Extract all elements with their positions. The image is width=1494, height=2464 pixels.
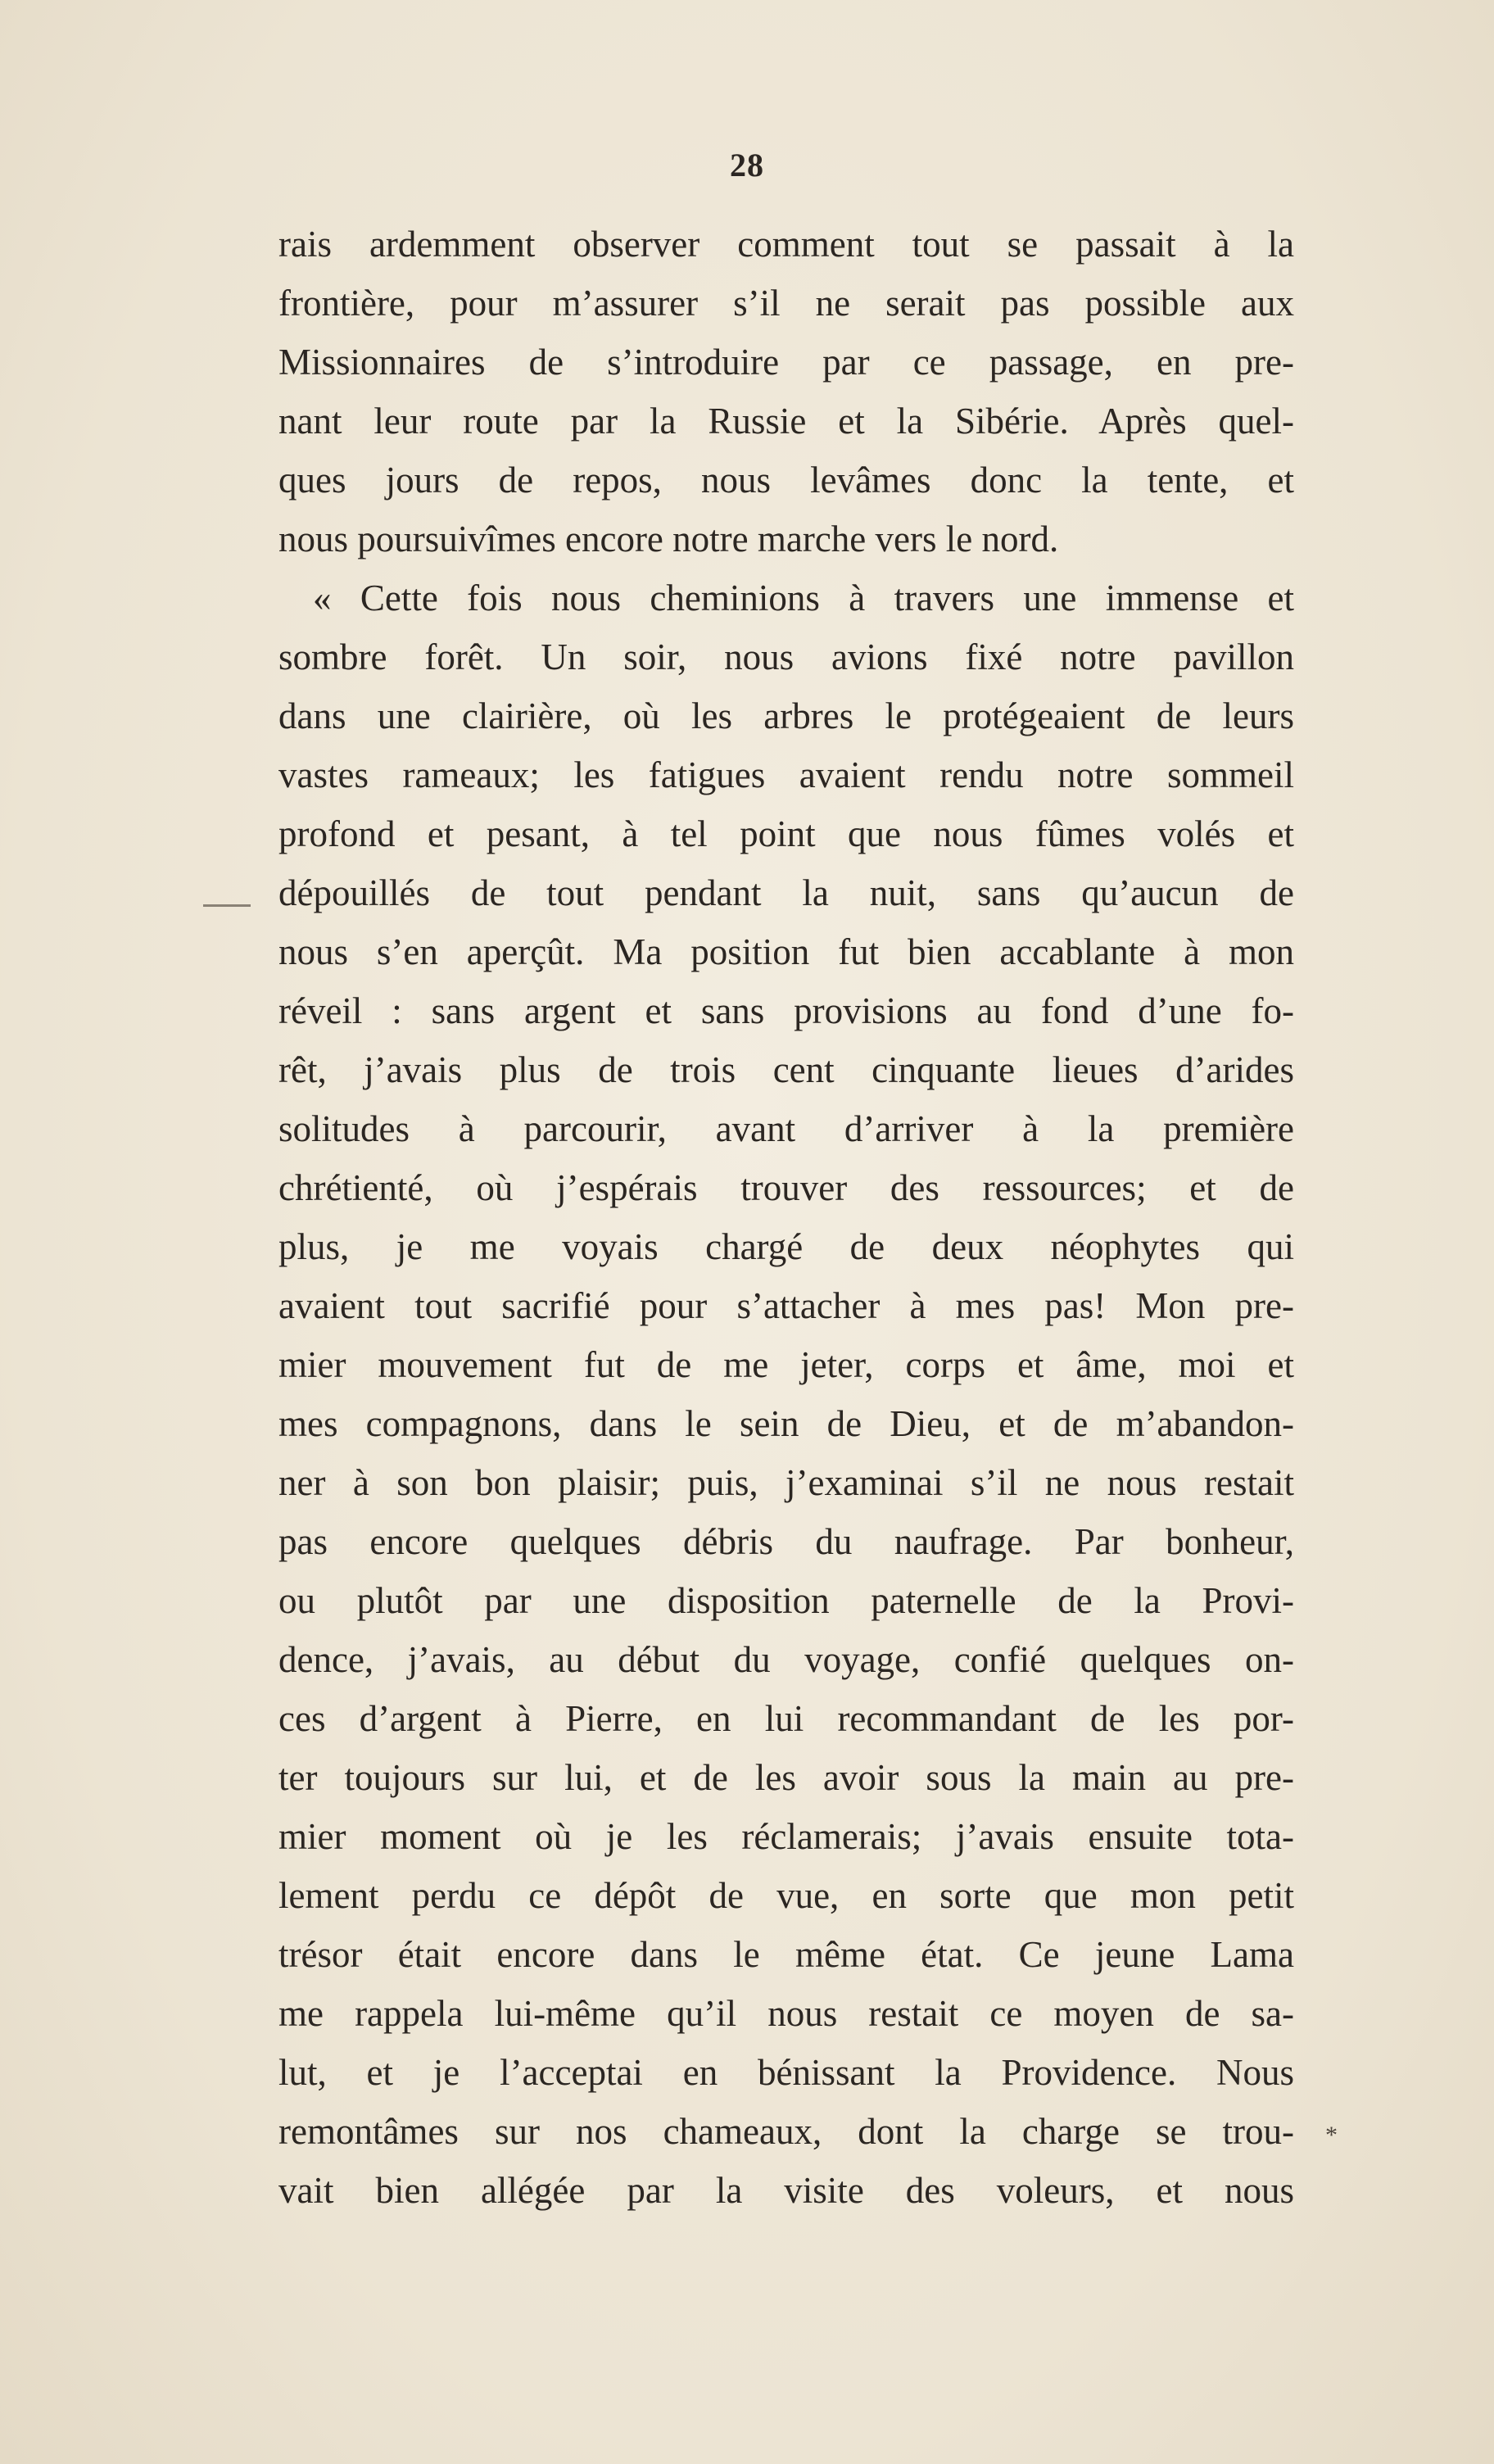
text-line: pas encore quelques débris du naufrage. Par bonheur, [278,1521,1294,1562]
text-line: avaient tout sacrifié pour s’attacher à mes pas! Mon pre- [278,1285,1294,1326]
text-line: mes compagnons, dans le sein de Dieu, et de m’abandon- [278,1403,1294,1444]
text-line: solitudes à parcourir, avant d’arriver à la première [278,1108,1294,1149]
text-line: nant leur route par la Russie et la Sibérie. Après quel- [278,401,1294,442]
text-line: mier moment où je les réclamerais; j’avais ensuite tota- [278,1816,1294,1857]
text-line: nous s’en aperçût. Ma position fut bien accablante à mon [278,931,1294,972]
text-line: rais ardemment observer comment tout se passait à la [278,224,1294,265]
text-line: remontâmes sur nos chameaux, dont la charge se trou- [278,2111,1294,2152]
text-line: lement perdu ce dépôt de vue, en sorte que mon petit [278,1875,1294,1916]
text-line: ces d’argent à Pierre, en lui recommandant de les por- [278,1698,1294,1739]
text-line: ter toujours sur lui, et de les avoir sous la main au pre- [278,1757,1294,1798]
text-line: Missionnaires de s’introduire par ce passage, en pre- [278,342,1294,383]
text-line: dans une clairière, où les arbres le protégeaient de leurs [278,695,1294,736]
text-line: réveil : sans argent et sans provisions au fond d’une fo- [278,990,1294,1031]
text-line: nous poursuivîmes encore notre marche vers le nord. [278,519,1059,559]
text-line: ner à son bon plaisir; puis, j’examinai s’il ne nous restait [278,1462,1294,1503]
text-line: chrétienté, où j’espérais trouver des ressources; et de [278,1167,1294,1208]
text-line: lut, et je l’acceptai en bénissant la Providence. Nous [278,2052,1294,2093]
text-line: vait bien allégée par la visite des voleurs, et nous [278,2170,1294,2211]
margin-mark [203,904,251,907]
text-line: ques jours de repos, nous levâmes donc la tente, et [278,460,1294,500]
text-line: sombre forêt. Un soir, nous avions fixé notre pavillon [278,636,1294,677]
text-line: « Cette fois nous cheminions à travers une immense et [313,578,1294,618]
text-line: plus, je me voyais chargé de deux néophytes qui [278,1226,1294,1267]
text-line: profond et pesant, à tel point que nous fûmes volés et [278,813,1294,854]
page-number: 28 [730,147,764,183]
text-line: ou plutôt par une disposition paternelle de la Provi- [278,1580,1294,1621]
text-line: frontière, pour m’assurer s’il ne serait pas possible aux [278,283,1294,324]
text-line: dence, j’avais, au début du voyage, confié quelques on- [278,1639,1294,1680]
text-line: rêt, j’avais plus de trois cent cinquante lieues d’arides [278,1049,1294,1090]
text-line: vastes rameaux; les fatigues avaient rendu notre sommeil [278,754,1294,795]
text-line: trésor était encore dans le même état. Ce jeune Lama [278,1934,1294,1975]
body-text [278,215,1294,2220]
margin-asterisk: * [1325,2122,1338,2149]
text-line: me rappela lui-même qu’il nous restait ce moyen de sa- [278,1993,1294,2034]
text-line: dépouillés de tout pendant la nuit, sans qu’aucun de [278,872,1294,913]
text-line: mier mouvement fut de me jeter, corps et âme, moi et [278,1344,1294,1385]
